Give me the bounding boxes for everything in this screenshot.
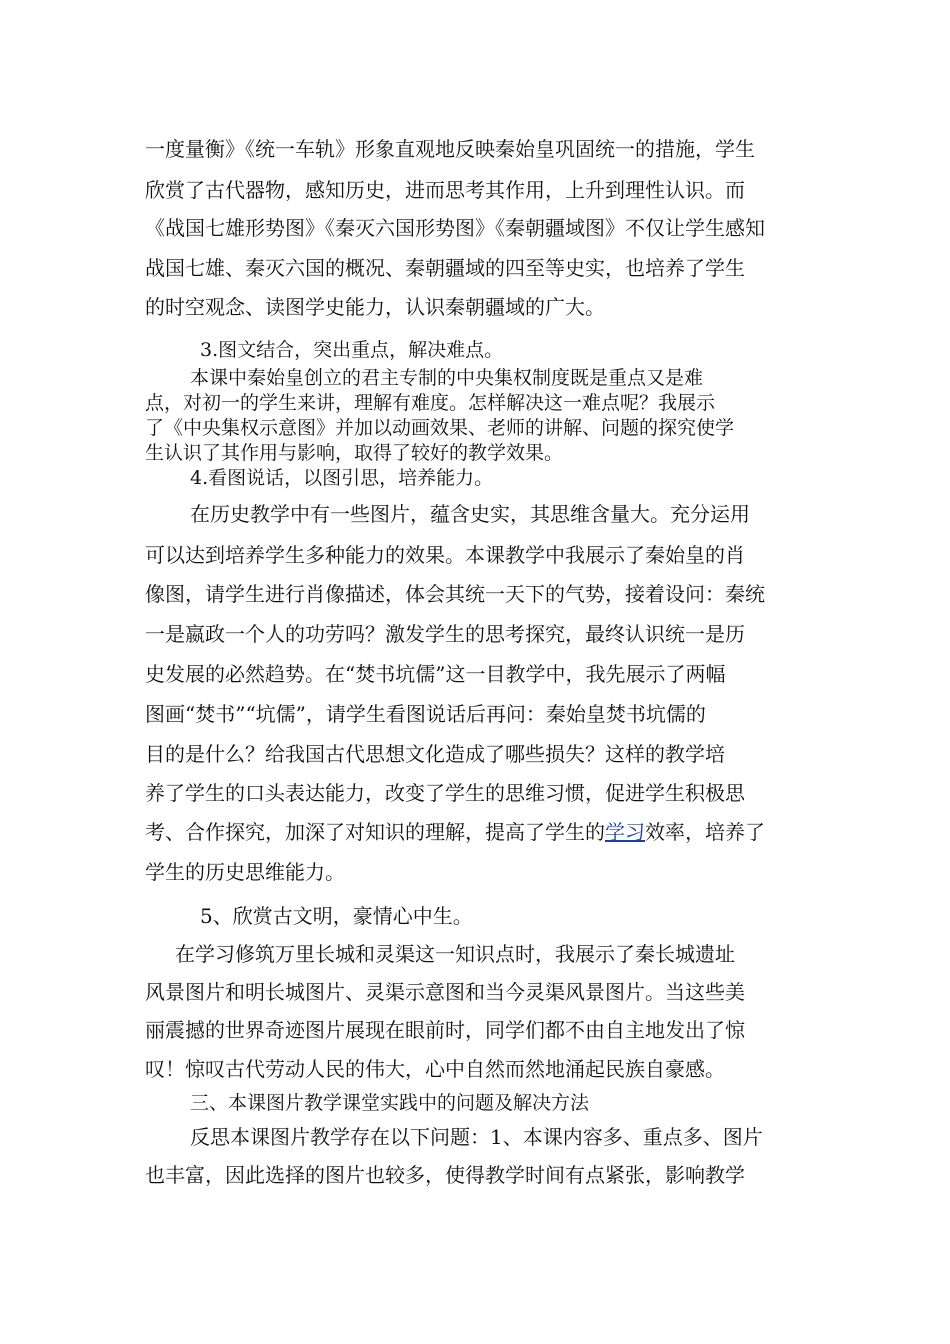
paragraph-3-line-2: 可以达到培养学生多种能力的效果。本课教学中我展示了秦始皇的肖 xyxy=(145,543,745,567)
paragraph-3-line-8: 养了学生的口头表达能力，改变了学生的思维习惯，促进学生积极思 xyxy=(145,781,745,805)
paragraph-3-line-3: 像图，请学生进行肖像描述，体会其统一天下的气势，接着设问：秦统 xyxy=(145,582,765,606)
subheading-3: 3.图文结合，突出重点，解决难点。 xyxy=(200,339,504,361)
paragraph-3-line-9 xyxy=(145,818,815,846)
paragraph-5-line-1: 反思本课图片教学存在以下问题：1、本课内容多、重点多、图片 xyxy=(190,1125,763,1149)
paragraph-1-line-2: 欣赏了古代器物，感知历史，进而思考其作用，上升到理性认识。而 xyxy=(145,178,745,202)
paragraph-3-line-5: 史发展的必然趋势。在“焚书坑儒”这一目教学中，我先展示了两幅 xyxy=(145,662,726,686)
paragraph-3-line-9-text-after: 效率，培养了 xyxy=(645,820,765,844)
paragraph-3-line-6: 图画“焚书”“坑儒”，请学生看图说话后再问：秦始皇焚书坑儒的 xyxy=(145,702,706,726)
paragraph-5-line-2: 也丰富，因此选择的图片也较多，使得教学时间有点紧张，影响教学 xyxy=(145,1163,745,1187)
paragraph-3-line-4: 一是嬴政一个人的功劳吗？激发学生的思考探究，最终认识统一是历 xyxy=(145,622,745,646)
subheading-5: 5、欣赏古文明，豪情心中生。 xyxy=(200,904,473,928)
subheading-4: 4.看图说话，以图引思，培养能力。 xyxy=(190,467,494,489)
paragraph-3-line-7: 目的是什么？给我国古代思想文化造成了哪些损失？这样的教学培 xyxy=(145,742,725,766)
paragraph-3-line-9-text-before: 考、合作探究，加深了对知识的理解，提高了学生的 xyxy=(145,820,605,844)
paragraph-2-line-1: 本课中秦始皇创立的君主专制的中央集权制度既是重点又是难 xyxy=(190,367,704,389)
paragraph-4-line-2: 风景图片和明长城图片、灵渠示意图和当今灵渠风景图片。当这些美 xyxy=(145,980,745,1004)
paragraph-1-line-5: 的时空观念、读图学史能力，认识秦朝疆域的广大。 xyxy=(145,295,605,319)
paragraph-4-line-3: 丽震撼的世界奇迹图片展现在眼前时，同学们都不由自主地发出了惊 xyxy=(145,1018,745,1042)
paragraph-4-line-1: 在学习修筑万里长城和灵渠这一知识点时，我展示了秦长城遗址 xyxy=(175,942,735,966)
paragraph-2-line-2: 点，对初一的学生来讲，理解有难度。怎样解决这一难点呢？我展示 xyxy=(145,392,716,414)
paragraph-2-line-4: 生认识了其作用与影响，取得了较好的教学效果。 xyxy=(145,442,564,464)
study-link[interactable]: 学习 xyxy=(605,820,645,844)
section-3-heading: 三、本课图片教学课堂实践中的问题及解决方法 xyxy=(190,1092,590,1114)
paragraph-1-line-1: 一度量衡》《统一车轨》形象直观地反映秦始皇巩固统一的措施，学生 xyxy=(145,137,755,161)
paragraph-2-line-3: 了《中央集权示意图》并加以动画效果、老师的讲解、问题的探究使学 xyxy=(145,417,735,439)
paragraph-3-line-10: 学生的历史思维能力。 xyxy=(145,860,345,884)
paragraph-3-line-1: 在历史教学中有一些图片，蕴含史实，其思维含量大。充分运用 xyxy=(190,502,750,526)
paragraph-1-line-3: 《战国七雄形势图》《秦灭六国形势图》《秦朝疆域图》不仅让学生感知 xyxy=(145,216,765,240)
paragraph-1-line-4: 战国七雄、秦灭六国的概况、秦朝疆域的四至等史实，也培养了学生 xyxy=(145,256,745,280)
paragraph-4-line-4: 叹！惊叹古代劳动人民的伟大，心中自然而然地涌起民族自豪感。 xyxy=(145,1057,725,1081)
